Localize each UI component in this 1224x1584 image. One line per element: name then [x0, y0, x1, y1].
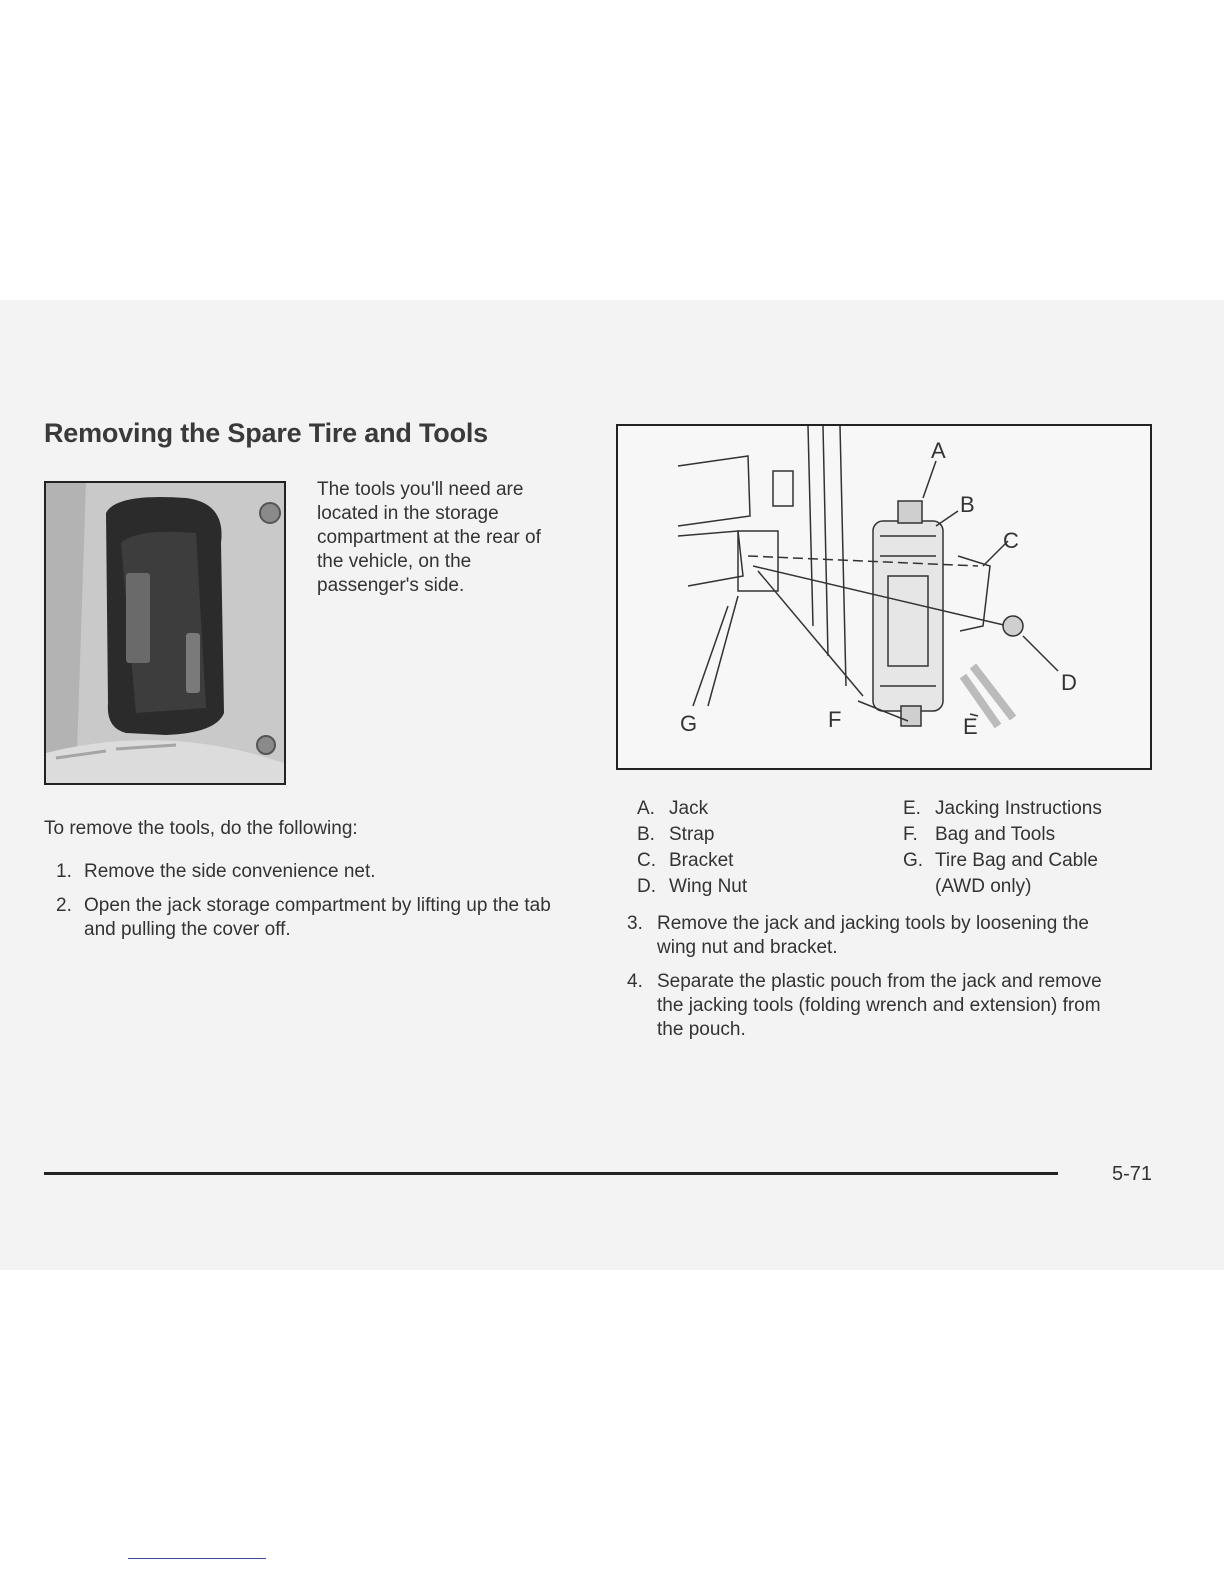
page-number: 5-71	[1112, 1163, 1153, 1185]
legend-key: D.	[637, 876, 656, 897]
jack-storage-diagram	[616, 424, 1152, 770]
step-number: 3.	[627, 913, 643, 934]
legend-left	[637, 796, 877, 900]
legend-label: Jacking Instructions	[935, 798, 1102, 819]
legend-label: Bag and Tools	[935, 824, 1056, 845]
legend-item	[637, 848, 877, 874]
legend-item	[637, 822, 877, 848]
legend-label: Jack	[669, 798, 709, 819]
footer-link-underline	[128, 1558, 266, 1559]
step-number: 2.	[56, 895, 72, 916]
legend-key: E.	[903, 798, 921, 819]
step-text: Remove the side convenience net.	[84, 861, 376, 882]
step-text: Separate the plastic pouch from the jack and remove the jacking tools (folding wrench and extension) from the pouch.	[657, 971, 1102, 1040]
page-title: Removing the Spare Tire and Tools	[44, 418, 488, 448]
steps-list-left	[44, 860, 584, 952]
step-number: 1.	[56, 861, 72, 882]
legend-key: G.	[903, 850, 924, 871]
legend-item	[637, 874, 877, 900]
callout-d: D	[1061, 670, 1077, 695]
legend-label: Bracket	[669, 850, 734, 871]
step-2	[44, 894, 584, 942]
legend-key: F.	[903, 824, 918, 845]
legend-key: B.	[637, 824, 655, 845]
legend-label: Tire Bag and Cable (AWD only)	[935, 850, 1099, 897]
footer-rule	[44, 1172, 1058, 1175]
step-4	[627, 970, 1127, 1042]
legend-right	[903, 796, 1143, 900]
legend-label: Wing Nut	[669, 876, 748, 897]
legend-item	[903, 796, 1143, 822]
legend-label: Strap	[669, 824, 715, 845]
callout-f: F	[828, 707, 842, 732]
instructions-lead: To remove the tools, do the following:	[44, 818, 358, 839]
step-1	[44, 860, 584, 884]
legend-item	[903, 848, 1135, 900]
callout-g: G	[680, 711, 698, 736]
intro-text: The tools you'll need are located in the storage compartment at the rear of the vehicle, on the passenger's side.	[317, 479, 541, 596]
step-3	[627, 912, 1127, 960]
callout-a: A	[931, 438, 946, 463]
step-text: Remove the jack and jacking tools by loosening the wing nut and bracket.	[657, 913, 1089, 958]
callout-e: E	[963, 714, 978, 739]
callout-c: C	[1003, 528, 1019, 553]
legend-item	[903, 822, 1143, 848]
legend-key: A.	[637, 798, 655, 819]
step-text: Open the jack storage compartment by lifting up the tab and pulling the cover off.	[84, 895, 551, 940]
storage-compartment-photo	[44, 481, 286, 785]
callout-b: B	[960, 492, 975, 517]
steps-list-right	[627, 912, 1127, 1052]
legend-key: C.	[637, 850, 656, 871]
step-number: 4.	[627, 971, 643, 992]
legend-item	[637, 796, 877, 822]
